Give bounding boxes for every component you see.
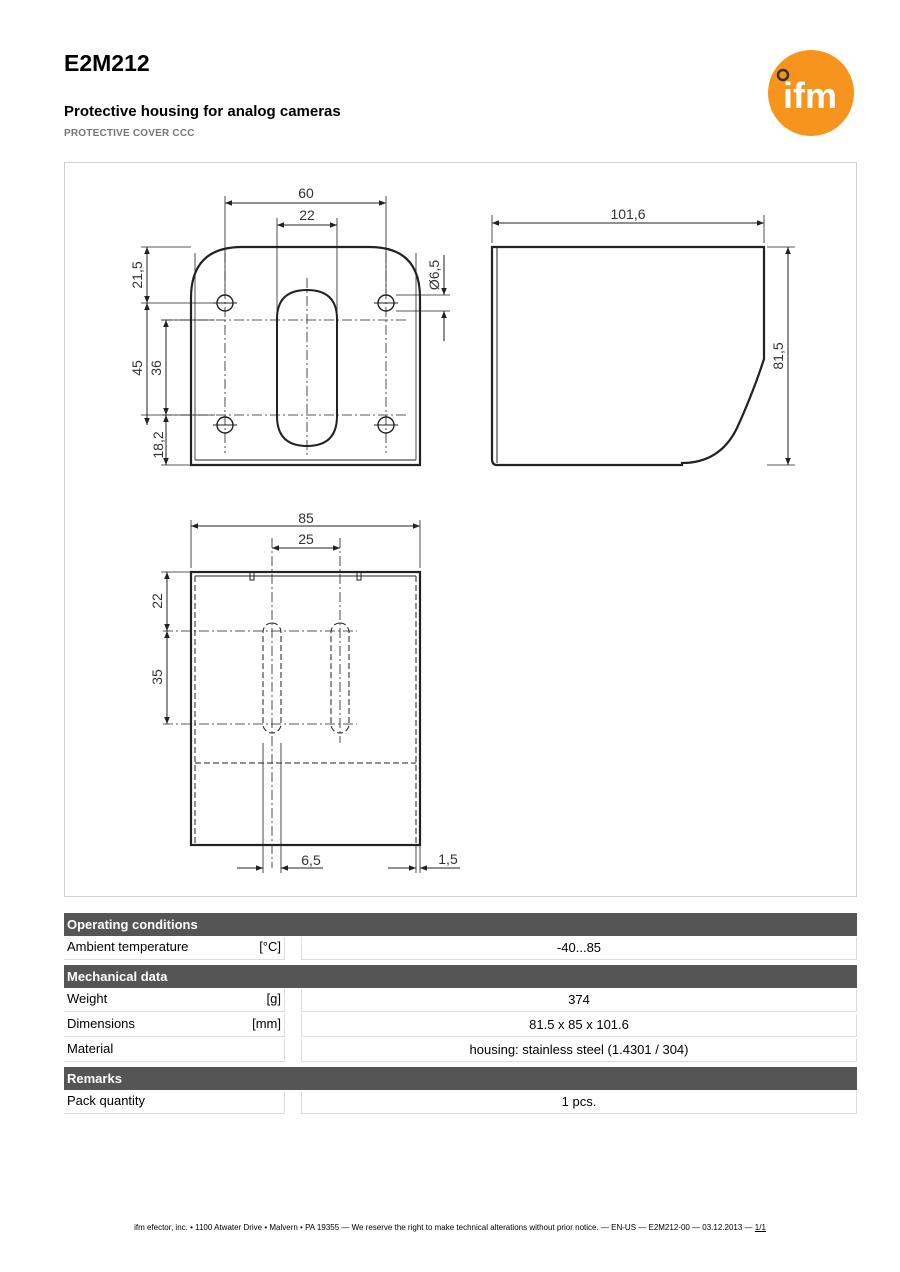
technical-drawing — [64, 162, 857, 897]
spec-value: housing: stainless steel (1.4301 / 304) — [301, 1039, 857, 1062]
logo-text: ifm — [783, 75, 837, 116]
table-row — [64, 937, 857, 961]
spec-value: -40...85 — [301, 937, 857, 960]
spec-label: Ambient temperature [°C] — [64, 937, 285, 960]
dim-side-height: 81,5 — [770, 342, 786, 370]
spec-unit: [°C] — [259, 939, 281, 954]
spec-value: 374 — [301, 989, 857, 1012]
spec-value: 81.5 x 85 x 101.6 — [301, 1014, 857, 1037]
spec-unit: [mm] — [252, 1016, 281, 1031]
page-title: E2M212 — [64, 50, 150, 76]
spec-label: Dimensions [mm] — [64, 1014, 285, 1037]
dim-bottom-slot-width: 6,5 — [301, 852, 321, 868]
product-line: PROTECTIVE COVER CCC — [64, 128, 195, 139]
spec-unit: [g] — [266, 991, 281, 1006]
dim-front-width: 60 — [298, 185, 314, 201]
dim-bottom-wall: 1,5 — [438, 851, 458, 867]
table-row — [64, 1039, 857, 1063]
section-header-operating-conditions: Operating conditions — [64, 913, 857, 936]
footer-text: ifm efector, inc. • 1100 Atwater Drive • Malvern • PA 19355 — We reserve the right to make technical alterations without prior notice. — EN-US — E2M212-00 — 03.12.2013 — — [134, 1223, 753, 1232]
spec-value: 1 pcs. — [301, 1091, 857, 1114]
dim-bottom-width: 85 — [298, 510, 314, 526]
side-view — [492, 215, 795, 465]
product-subtitle: Protective housing for analog cameras — [64, 103, 341, 120]
dim-bottom-slot-spacing: 25 — [298, 531, 314, 547]
ifm-logo — [766, 48, 856, 138]
table-row — [64, 989, 857, 1013]
front-view — [141, 196, 450, 465]
page-number: 1/1 — [754, 1223, 766, 1232]
dim-front-slot-width: 22 — [299, 207, 315, 223]
table-row — [64, 1014, 857, 1038]
dim-bottom-slot-length: 35 — [149, 669, 165, 685]
dim-front-vertical-outer: 45 — [129, 360, 145, 376]
dim-front-bottom-offset: 18,2 — [150, 431, 166, 459]
page-footer — [0, 1223, 900, 1232]
dim-front-top-offset: 21,5 — [129, 261, 145, 289]
spec-label: Pack quantity — [64, 1091, 285, 1114]
spec-tables — [64, 913, 857, 1115]
section-header-remarks: Remarks — [64, 1067, 857, 1090]
spec-label: Weight [g] — [64, 989, 285, 1012]
table-row — [64, 1091, 857, 1115]
dim-hole-diameter: Ø6,5 — [426, 259, 442, 291]
spec-label: Material — [64, 1039, 285, 1062]
dim-front-vertical-inner: 36 — [148, 360, 164, 376]
bottom-view — [161, 520, 460, 873]
section-header-mechanical-data: Mechanical data — [64, 965, 857, 988]
dim-side-length: 101,6 — [610, 206, 646, 222]
dim-bottom-top-offset: 22 — [149, 593, 165, 609]
